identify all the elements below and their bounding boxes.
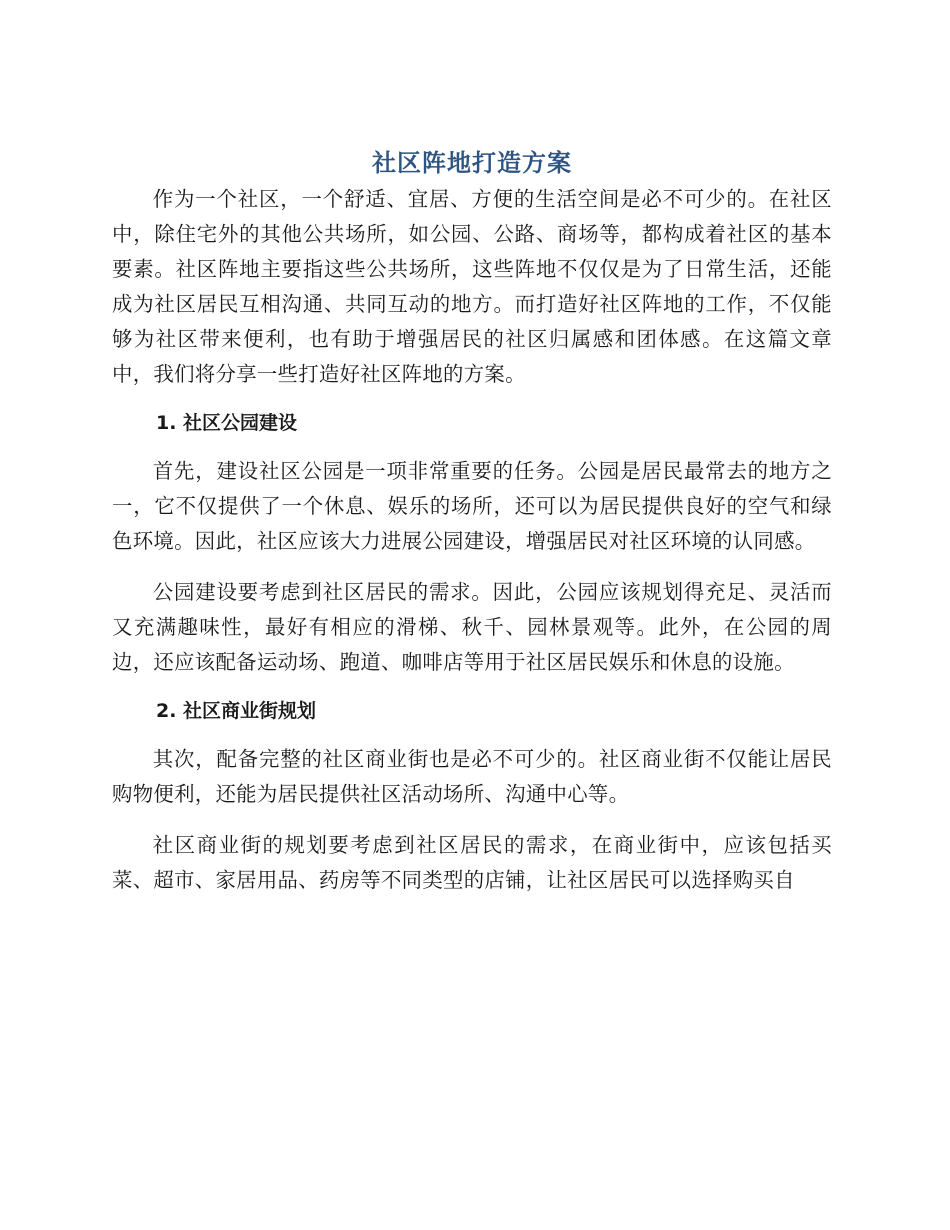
section-heading-park: 1. 社区公园建设 bbox=[156, 412, 298, 434]
commercial-paragraph-2: 社区商业街的规划要考虑到社区居民的需求，在商业街中，应该包括买菜、超市、家居用品、药房等不同类型的店铺，让社区居民可以选择购买自 bbox=[112, 833, 832, 892]
commercial-paragraph-1: 其次，配备完整的社区商业街也是必不可少的。社区商业街不仅能让居民购物便利，还能为居民提供社区活动场所、沟通中心等。 bbox=[112, 747, 832, 806]
section-heading-commercial-street: 2. 社区商业街规划 bbox=[156, 700, 317, 722]
intro-paragraph: 作为一个社区，一个舒适、宜居、方便的生活空间是必不可少的。在社区中，除住宅外的其他公共场所，如公园、公路、商场等，都构成着社区的基本要素。社区阵地主要指这些公共场所，这些阵地不仅仅是为了日常生活，还能成为社区居民互相沟通、共同互动的地方。而打造好社区阵地的工作，不仅能够为社区带来便利，也有助于增强居民的社区归属感和团体感。在这篇文章中，我们将分享一些打造好社区阵地的方案。 bbox=[112, 187, 832, 386]
document-page bbox=[112, 146, 832, 914]
park-paragraph-2: 公园建设要考虑到社区居民的需求。因此，公园应该规划得充足、灵活而又充满趣味性，最好有相应的滑梯、秋千、园林景观等。此外，在公园的周边，还应该配备运动场、跑道、咖啡店等用于社区居民娱乐和休息的设施。 bbox=[112, 580, 832, 674]
park-paragraph-1: 首先，建设社区公园是一项非常重要的任务。公园是居民最常去的地方之一，它不仅提供了一个休息、娱乐的场所，还可以为居民提供良好的空气和绿色环境。因此，社区应该大力进展公园建设，增强居民对社区环境的认同感。 bbox=[112, 459, 832, 553]
document-title: 社区阵地打造方案 bbox=[372, 149, 572, 177]
